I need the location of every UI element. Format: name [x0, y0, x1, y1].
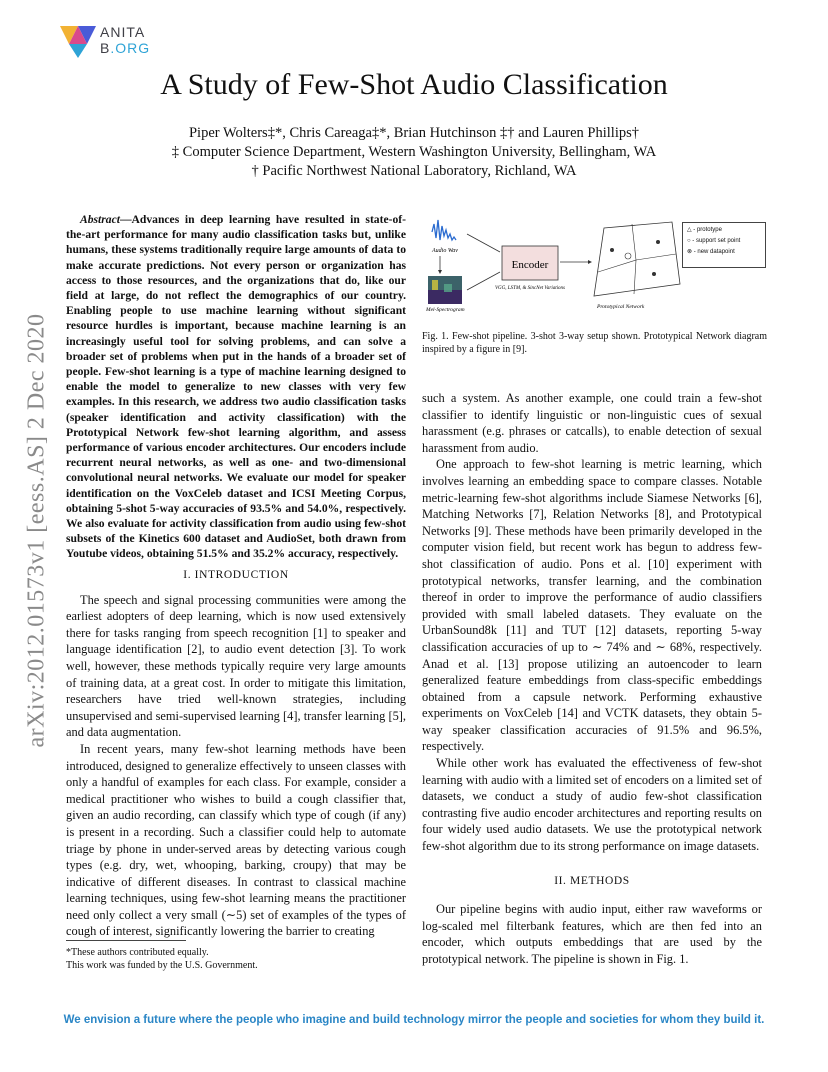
encoder-label: Encoder	[511, 259, 549, 271]
intro-paragraph-1: The speech and signal processing communities were among the earliest adopters of deep learning, which is now used extensively there for tasks ranging from speech recognition [1] to speaker and language identification [2], to audio event detection [3]. To work well, however, these methods typically require very large amounts of training data, at a great cost. In order to mitigate this limitation, researchers have tried well-known strategies, including unsupervised and semi-supervised learning [4], transfer learning [5], and data augmentation.	[66, 592, 406, 740]
legend-new: - new datapoint	[693, 249, 735, 255]
mel-spectrogram-label: Mel-Spectrogram	[426, 307, 465, 312]
encoder-variations-label: VGG, LSTM, & SincNet Variations	[494, 286, 566, 291]
anita-borg-banner: We envision a future where the people who imagine and build technology mirror the people and societies for whom they build it.	[63, 1014, 765, 1026]
footnotes	[66, 946, 406, 972]
audio-wav-label: Audio Wav	[432, 248, 458, 254]
introduction-section	[66, 555, 406, 940]
abstract	[66, 212, 406, 562]
pipeline-diagram	[422, 212, 682, 312]
author-block	[0, 124, 828, 181]
logo-b: B	[100, 40, 111, 56]
logo-triangle-icon	[60, 22, 96, 58]
right-paragraph-2: One approach to few-shot learning is metric learning, which involves learning an embedding space to compare classes. Notable metric-learning few-shot algorithms include Siamese Networks [6], Matching Networks [7], Relation Networks [8], and Prototypical Networks [9]. These methods have been primarily developed in the computer vision field, but recent work has begun to address few-shot classification of audio. Pons et al. [10] experiment with prototypical networks, transfer learning, and the combination thereof in order to improve the performance of audio classifiers provided with small labeled datasets. They evaluate on the UrbanSound8k [11] and TUT [12] datasets, reporting 5-way classification accuracies of up to ∼ 74% and ∼ 68%, respectively. Anad et al. [13] propose utilizing an autoencoder to learn generalized feature embeddings from class-specific embeddings obtained from a capsule network. Performing exhaustive experiments on VoxCeleb [14] and VCTK datasets, they obtain 5-way speaker classification accuracies of 91.5% and 96.5%, respectively.	[422, 457, 762, 754]
author-names: Piper Wolters‡*, Chris Careaga‡*, Brian Hutchinson ‡† and Lauren Phillips†	[188, 125, 639, 141]
arxiv-identifier	[22, 285, 52, 775]
figure-legend	[682, 222, 766, 268]
right-paragraph-1: such a system. As another example, one could train a few-shot classifier to identify linguistic or non-linguistic cues of sexual harassment (e.g. phrases or catcalls), to enable detection of sexual harassment from audio.	[422, 391, 762, 455]
logo-line1: ANITA	[100, 24, 146, 40]
methods-paragraph-1: Our pipeline begins with audio input, either raw waveforms or log-scaled mel filterbank features, which are then fed into an encoder, which outputs embeddings that are used by the prototypical network. The pipeline is shown in Fig. 1.	[422, 902, 762, 966]
abstract-lead: Abstract	[80, 213, 120, 226]
logo-org: .ORG	[110, 40, 151, 56]
figure-1-caption: Fig. 1. Few-shot pipeline. 3-shot 3-way setup shown. Prototypical Network diagram inspired by a figure in [9].	[422, 331, 767, 355]
legend-prototype: - prototype	[693, 227, 722, 233]
right-paragraph-3: While other work has evaluated the effectiveness of few-shot learning with audio with a limited set of encoders on a limited set of datasets, we conduct a study of audio few-shot classification contrasting five audio encoder architectures and reporting results on four widely used audio datasets. We use the prototypical network few-shot algorithm due to its strong performance on image datasets.	[422, 756, 762, 854]
cross-circle-icon: ⊗	[687, 249, 694, 255]
footnote-rule	[66, 940, 186, 941]
anita-borg-logo	[60, 22, 180, 62]
abstract-text: —Advances in deep learning have resulted in state-of-the-art performance for many audio classification tasks but, unlike humans, these systems traditionally require large amounts of data to make accurate predictions. Not every person or organization has access to those resources, and the organizations that do, like our field at large, do not reflect the demographics of our country. Enabling people to use machine learning without significant resource hurdles is important, because machine learning is an increasingly useful tool for solving problems, and can solve a broader set of problems when put in the hands of a broader set of people. Few-shot learning is a type of machine learning designed to enable the model to generalize to new classes with very few examples. In this research, we address two audio classification tasks (speaker identification and activity classification) with the Prototypical Network few-shot learning algorithm, and assess performance of various encoder architectures. Our encoders include recurrent neural networks, as well as one- and two-dimensional convolutional neural networks. We evaluate our model for speaker identification on the VoxCeleb dataset and ICSI Meeting Corpus, obtaining 5-shot 5-way accuracies of 93.5% and 54.0%, respectively. We also evaluate for activity classification from audio using few-shot subsets of the Kinetics 600 dataset and AudioSet, both drawn from Youtube videos, obtaining 51.5% and 35.2% accuracy, respectively.	[66, 213, 406, 561]
right-column	[422, 390, 762, 968]
circle-icon: ○	[687, 238, 693, 244]
proto-net-label: Prototypical Network	[597, 304, 645, 310]
intro-paragraph-2: In recent years, many few-shot learning methods have been introduced, designed to generalize effectively to unseen classes with only a handful of examples for each class. For example, consider a medical practitioner who wishes to build a cough classifier that, given an audio recording, can classify which type of cough (if any) is present in a recording. Such a classifier could help to automate triage by phone in under-served areas by detecting various cough types (e.g. dry, wet, whooping, barking, croupy) that may be indicative of different diseases. In contrast to classical machine learning techniques, using few-shot learning means the practitioner need only collect a very small (∼5) set of examples of the types of cough of interest, significantly lowering the barrier to creating	[66, 741, 406, 939]
affiliation-1: ‡ Computer Science Department, Western Washington University, Bellingham, WA	[171, 144, 657, 160]
triangle-icon: △	[687, 227, 694, 233]
legend-support: - support set point	[692, 238, 741, 244]
section-heading-methods: II. METHODS	[554, 874, 630, 887]
section-heading-introduction: I. INTRODUCTION	[183, 569, 289, 581]
footnote-1: *These authors contributed equally.	[66, 947, 209, 958]
paper-title: A Study of Few-Shot Audio Classification	[160, 68, 668, 101]
arxiv-id-text: arXiv:2012.01573v1 [eess.AS] 2 Dec 2020	[23, 312, 50, 748]
footnote-2: This work was funded by the U.S. Government.	[66, 960, 258, 971]
affiliation-2: † Pacific Northwest National Laboratory, Richland, WA	[251, 163, 577, 179]
